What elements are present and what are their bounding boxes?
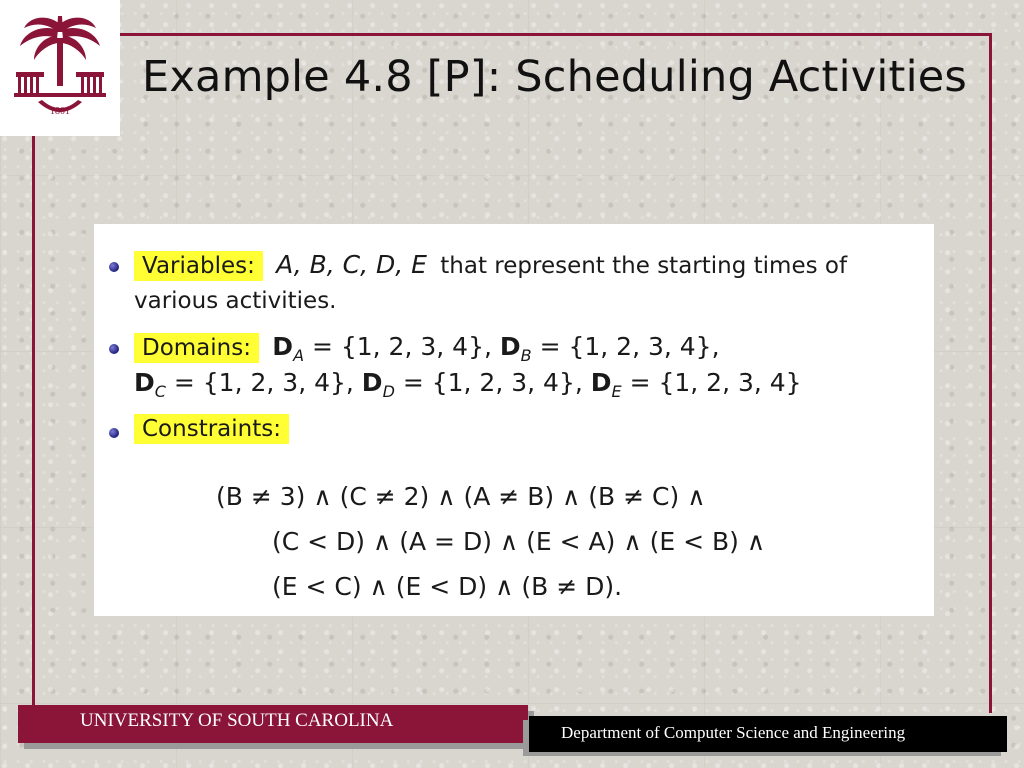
slide-content-box: [94, 224, 934, 616]
university-footer-bar: [18, 705, 528, 743]
domain-d-value: = {1, 2, 3, 4},: [394, 368, 583, 397]
variables-description-cont: various activities.: [134, 288, 337, 314]
university-logo: [0, 0, 120, 136]
constraint-expression-1: (B ≠ 3) ∧ (C ≠ 2) ∧ (A ≠ B) ∧ (B ≠ C) ∧: [216, 482, 706, 511]
domain-c-value: = {1, 2, 3, 4},: [165, 368, 354, 397]
domain-a-symbol: D: [272, 332, 294, 361]
domain-b-value: = {1, 2, 3, 4},: [531, 332, 720, 361]
frame-top-line: [118, 33, 992, 36]
university-name: UNIVERSITY OF SOUTH CAROLINA: [80, 710, 394, 731]
domains-label: Domains:: [134, 333, 259, 363]
department-name: Department of Computer Science and Engineering: [561, 723, 906, 742]
bullet-icon: [109, 344, 119, 354]
slide-title: Example 4.8 [P]: Scheduling Activities: [142, 52, 967, 102]
variables-line: [134, 250, 847, 279]
logo-year: 1801: [50, 106, 70, 117]
variables-description: that represent the starting times of: [440, 253, 848, 279]
department-footer-bar: [529, 716, 1007, 752]
frame-left-line: [32, 134, 35, 706]
constraints-label: Constraints:: [134, 414, 289, 444]
domain-c-symbol: D: [134, 368, 155, 397]
frame-right-line: [989, 33, 992, 713]
constraint-expression-3: (E < C) ∧ (E < D) ∧ (B ≠ D).: [272, 572, 623, 601]
domain-d-sub: D: [382, 382, 395, 401]
domain-c-sub: C: [154, 382, 166, 401]
domain-e-value: = {1, 2, 3, 4}: [621, 368, 802, 397]
domain-b-sub: B: [520, 346, 532, 365]
constraints-line: [134, 416, 289, 442]
domain-a-value: = {1, 2, 3, 4},: [304, 332, 492, 361]
domains-line-1: [134, 332, 720, 365]
domain-d-symbol: D: [361, 368, 383, 397]
variables-label: Variables:: [134, 251, 263, 281]
variables-list: A, B, C, D, E: [276, 250, 427, 279]
domains-line-2: [134, 368, 802, 401]
bullet-icon: [109, 428, 119, 438]
domain-e-symbol: D: [590, 368, 612, 397]
domain-a-sub: A: [293, 346, 305, 365]
palmetto-tree-icon: [8, 10, 112, 126]
domain-e-sub: E: [611, 382, 622, 401]
constraint-expression-2: (C < D) ∧ (A = D) ∧ (E < A) ∧ (E < B) ∧: [272, 527, 766, 556]
domain-b-symbol: D: [499, 332, 521, 361]
bullet-icon: [109, 262, 119, 272]
